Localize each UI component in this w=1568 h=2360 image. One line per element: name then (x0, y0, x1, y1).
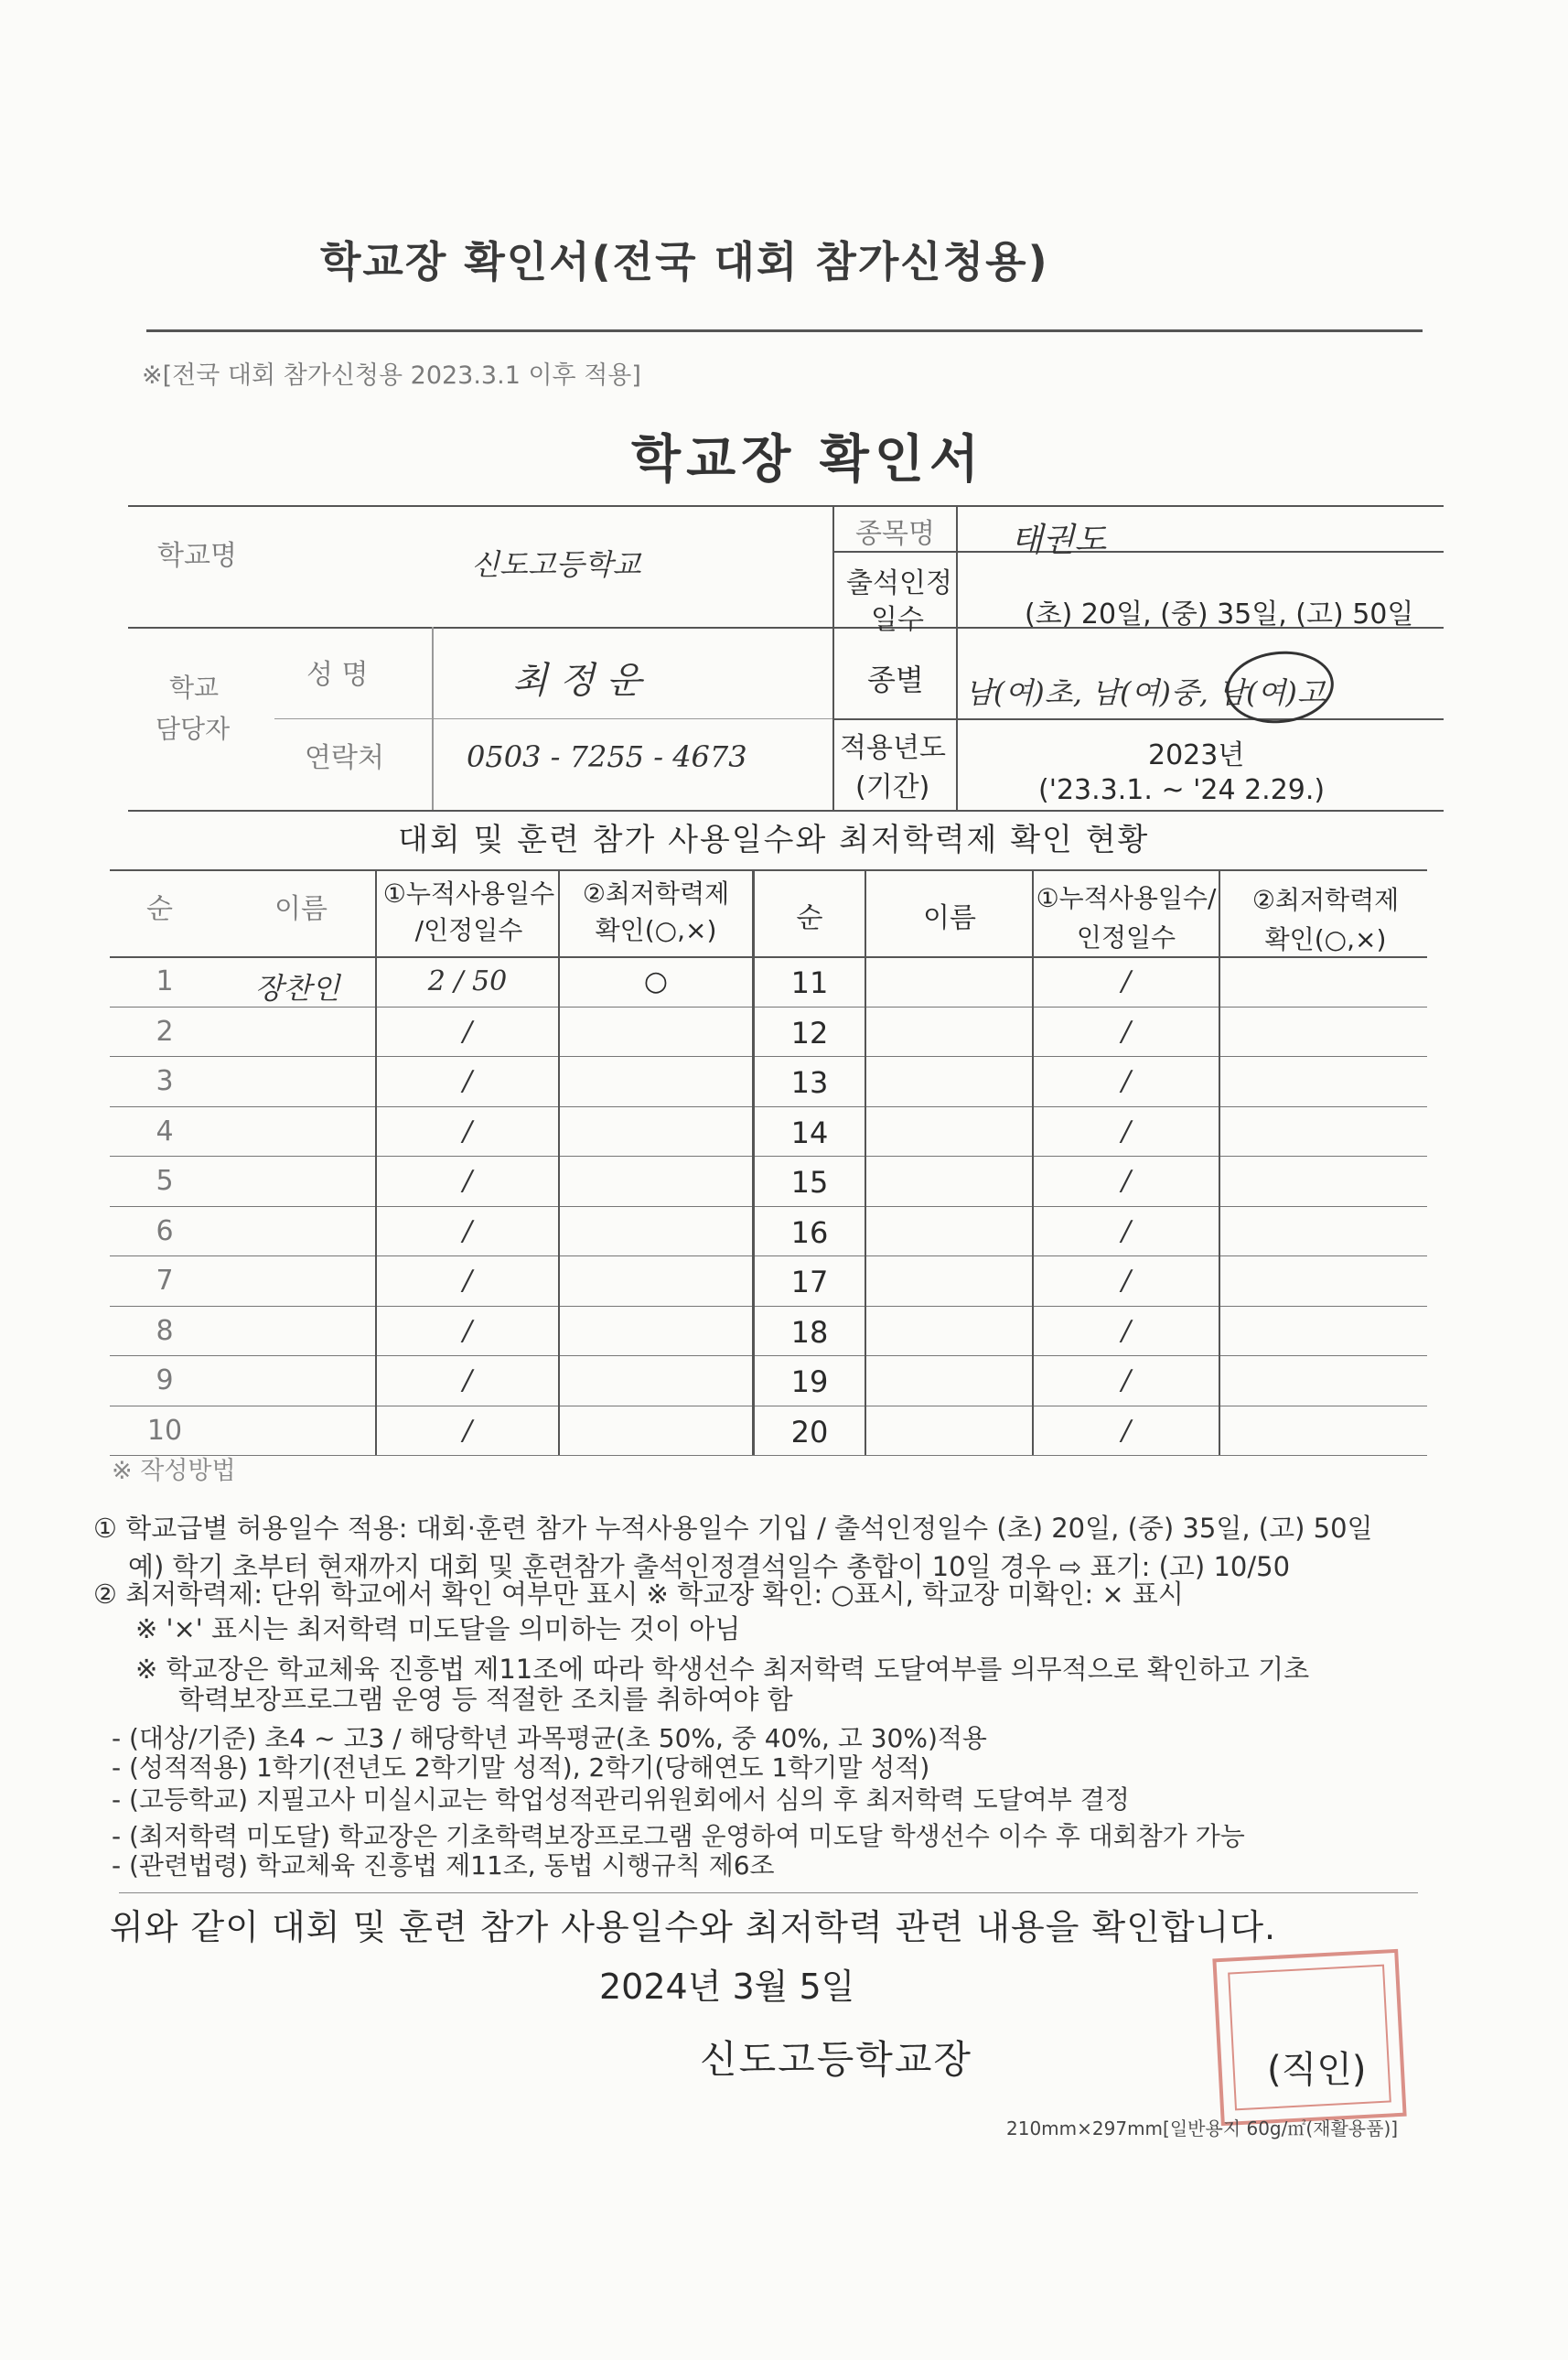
title-underline (146, 329, 1423, 332)
header-days-left-2: /인정일수 (414, 915, 523, 945)
table-cell-days: / (462, 1115, 473, 1148)
attendance-value: (초) 20일, (중) 35일, (고) 50일 (1025, 598, 1414, 630)
table-cell-seq: 9 (156, 1364, 174, 1396)
table-header-border (110, 956, 1427, 958)
table-row-line (110, 1306, 1427, 1307)
table-cell-seq: 12 (790, 1015, 829, 1051)
table-cell-seq: 13 (790, 1065, 829, 1100)
sport-label: 종목명 (855, 518, 935, 550)
school-label: 학교명 (157, 540, 237, 572)
table-row-line (110, 1355, 1427, 1356)
table-row-line (110, 1206, 1427, 1207)
note-line: - (대상/기준) 초4 ~ 고3 / 해당학년 과목평균(초 50%, 중 40%, 고 30%)적용 (112, 1723, 987, 1753)
type-label: 종별 (867, 663, 924, 697)
table-cell-seq: 6 (156, 1214, 174, 1247)
table-cell-seq: 16 (790, 1214, 829, 1250)
note-line: 학력보장프로그램 운영 등 적절한 조치를 취하여야 함 (178, 1684, 793, 1715)
table-cell-days: / (462, 1414, 473, 1447)
table-row-line (110, 1156, 1427, 1157)
paper-spec: 210mm×297mm[일반용지 60g/㎡(재활용품)] (1006, 2118, 1399, 2139)
note-line: - (고등학교) 지필고사 미실시교는 학업성적관리위원회에서 심의 후 최저학력 도달여부 결정 (112, 1784, 1130, 1815)
table-row-line (110, 1255, 1427, 1256)
table-cell-seq: 17 (790, 1265, 829, 1299)
table-row-line (110, 1056, 1427, 1057)
table-cell-days: / (1121, 1214, 1132, 1247)
table-cell-seq: 11 (790, 965, 829, 1000)
table-cell-days: / (1121, 1065, 1132, 1097)
table-cell-seq: 15 (790, 1165, 829, 1200)
info-col-line-3 (432, 627, 434, 810)
official-seal-stamp (1212, 1949, 1406, 2126)
info-row-line-2 (832, 551, 1444, 553)
school-value: 신도고등학교 (471, 547, 641, 582)
info-row-line-3 (832, 718, 1444, 720)
form-note: ※[전국 대회 참가신청용 2023.3.1 이후 적용] (142, 361, 641, 390)
table-cell-seq: 2 (156, 1015, 174, 1048)
table-cell-days: / (462, 1314, 473, 1347)
table-cell-seq: 5 (156, 1165, 174, 1197)
table-cell-days: / (1121, 1115, 1132, 1148)
table-cell-days: / (462, 1265, 473, 1297)
year-value-2: ('23.3.1. ~ '24 2.29.) (1038, 774, 1326, 806)
note-line: - (성적적용) 1학기(전년도 2학기말 성적), 2학기(당해연도 1학기말 성적) (112, 1752, 930, 1783)
table-cell-seq: 3 (156, 1065, 174, 1097)
year-label-2: (기간) (855, 771, 930, 803)
note-line: - (관련법령) 학교체육 진흥법 제11조, 동법 시행규칙 제6조 (112, 1850, 775, 1880)
person-label-2: 담당자 (156, 714, 231, 744)
note-line: ※ '×' 표시는 최저학력 미도달을 의미하는 것이 아님 (135, 1613, 741, 1644)
info-row-line-4 (128, 810, 1444, 812)
header-seq-left: 순 (146, 893, 173, 925)
table-cell-days: / (462, 1065, 473, 1097)
note-line: ① 학교급별 허용일수 적용: 대회·훈련 참가 누적사용일수 기입 / 출석인정일수 (초) 20일, (중) 35일, (고) 50일 (93, 1513, 1373, 1544)
table-cell-days: / (1121, 1414, 1132, 1447)
header-min-right-2: 확인(○,×) (1264, 924, 1387, 954)
table-top-border (110, 869, 1427, 871)
table-col-line-4 (865, 869, 866, 1455)
header-name-right: 이름 (923, 902, 976, 934)
table-col-line-6 (1219, 869, 1220, 1455)
name-label: 성 명 (306, 659, 369, 691)
table-cell-days: / (1121, 1364, 1132, 1396)
principal-name: 신도고등학교장 (700, 2037, 973, 2082)
note-line: - (최저학력 미도달) 학교장은 기초학력보장프로그램 운영하여 미도달 학생선수 이수 후 대회참가 가능 (112, 1821, 1245, 1851)
contact-value: 0503 - 7255 - 4673 (467, 739, 747, 774)
info-col-line-1 (832, 505, 834, 810)
table-row-line (110, 1106, 1427, 1107)
header-min-left-2: 확인(○,×) (595, 915, 717, 945)
stamp-title: 학교장 확인서(전국 대회 참가신청용) (320, 237, 1049, 286)
seal-label: (직인) (1267, 2049, 1367, 2091)
footer-divider (119, 1892, 1418, 1893)
table-cell-days: / (462, 1364, 473, 1396)
table-cell-days: / (462, 1015, 473, 1048)
table-cell-seq: 14 (790, 1115, 829, 1150)
table-cell-seq: 7 (156, 1265, 174, 1297)
table-cell-seq: 1 (156, 965, 174, 997)
note-line: ② 최저학력제: 단위 학교에서 확인 여부만 표시 ※ 학교장 확인: ○표시, 학교장 미확인: × 표시 (93, 1579, 1184, 1610)
table-cell-name: 장찬인 (254, 971, 340, 1006)
table-cell-days: / (1121, 965, 1132, 997)
table-cell-seq: 20 (790, 1414, 829, 1449)
header-min-left-1: ②최저학력제 (582, 878, 730, 909)
header-days-right-1: ①누적사용일수/ (1036, 883, 1217, 913)
year-label-1: 적용년도 (840, 732, 946, 764)
note-line: ※ 학교장은 학교체육 진흥법 제11조에 따라 학생선수 최저학력 도달여부를 의무적으로 확인하고 기초 (135, 1654, 1310, 1685)
name-value: 최 정 운 (512, 660, 642, 702)
sport-value: 태권도 (1011, 522, 1107, 559)
table-cell-seq: 19 (790, 1364, 829, 1399)
type-circle-mark (1222, 646, 1337, 728)
table-cell-days: / (1121, 1165, 1132, 1197)
info-col-line-2 (956, 505, 958, 810)
table-cell-days: 2 / 50 (427, 965, 508, 997)
attendance-label-1: 출석인정 (846, 567, 952, 599)
table-cell-days: / (1121, 1314, 1132, 1347)
table-cell-seq: 10 (146, 1414, 183, 1447)
table-row-line (110, 1455, 1427, 1456)
table-cell-days: / (462, 1165, 473, 1197)
note-line: 예) 학기 초부터 현재까지 대회 및 훈련참가 출석인정결석일수 총합이 10일 경우 ⇨ 표기: (고) 10/50 (128, 1551, 1291, 1582)
table-caption: 대회 및 훈련 참가 사용일수와 최저학력제 확인 현황 (398, 822, 1150, 858)
contact-label: 연락처 (305, 742, 384, 774)
header-seq-right: 순 (796, 902, 823, 934)
person-label-1: 학교 (169, 673, 220, 703)
issue-date: 2024년 3월 5일 (599, 1967, 855, 2007)
type-value: 남(여)초, 남(여)중, 남(여)고 (965, 675, 1326, 710)
header-days-left-1: ①누적사용일수 (382, 878, 555, 909)
table-cell-seq: 8 (156, 1314, 174, 1347)
table-cell-min: ○ (643, 965, 669, 997)
table-col-line-2 (558, 869, 560, 1455)
header-name-left: 이름 (274, 893, 328, 925)
header-min-right-1: ②최저학력제 (1251, 885, 1400, 915)
notes-heading: ※ 작성방법 (112, 1457, 236, 1485)
confirm-statement: 위와 같이 대회 및 훈련 참가 사용일수와 최저학력 관련 내용을 확인합니다. (110, 1907, 1277, 1947)
attendance-label-2: 일수 (871, 604, 924, 636)
info-top-border (128, 505, 1444, 507)
info-row-line-5 (274, 718, 832, 719)
table-cell-days: / (1121, 1015, 1132, 1048)
table-cell-days: / (1121, 1265, 1132, 1297)
table-cell-seq: 4 (156, 1115, 174, 1148)
page-title: 학교장 확인서 (631, 430, 985, 490)
year-value-1: 2023년 (1148, 739, 1245, 771)
header-days-right-2: 인정일수 (1076, 922, 1176, 953)
table-cell-seq: 18 (790, 1314, 829, 1350)
table-cell-days: / (462, 1214, 473, 1247)
